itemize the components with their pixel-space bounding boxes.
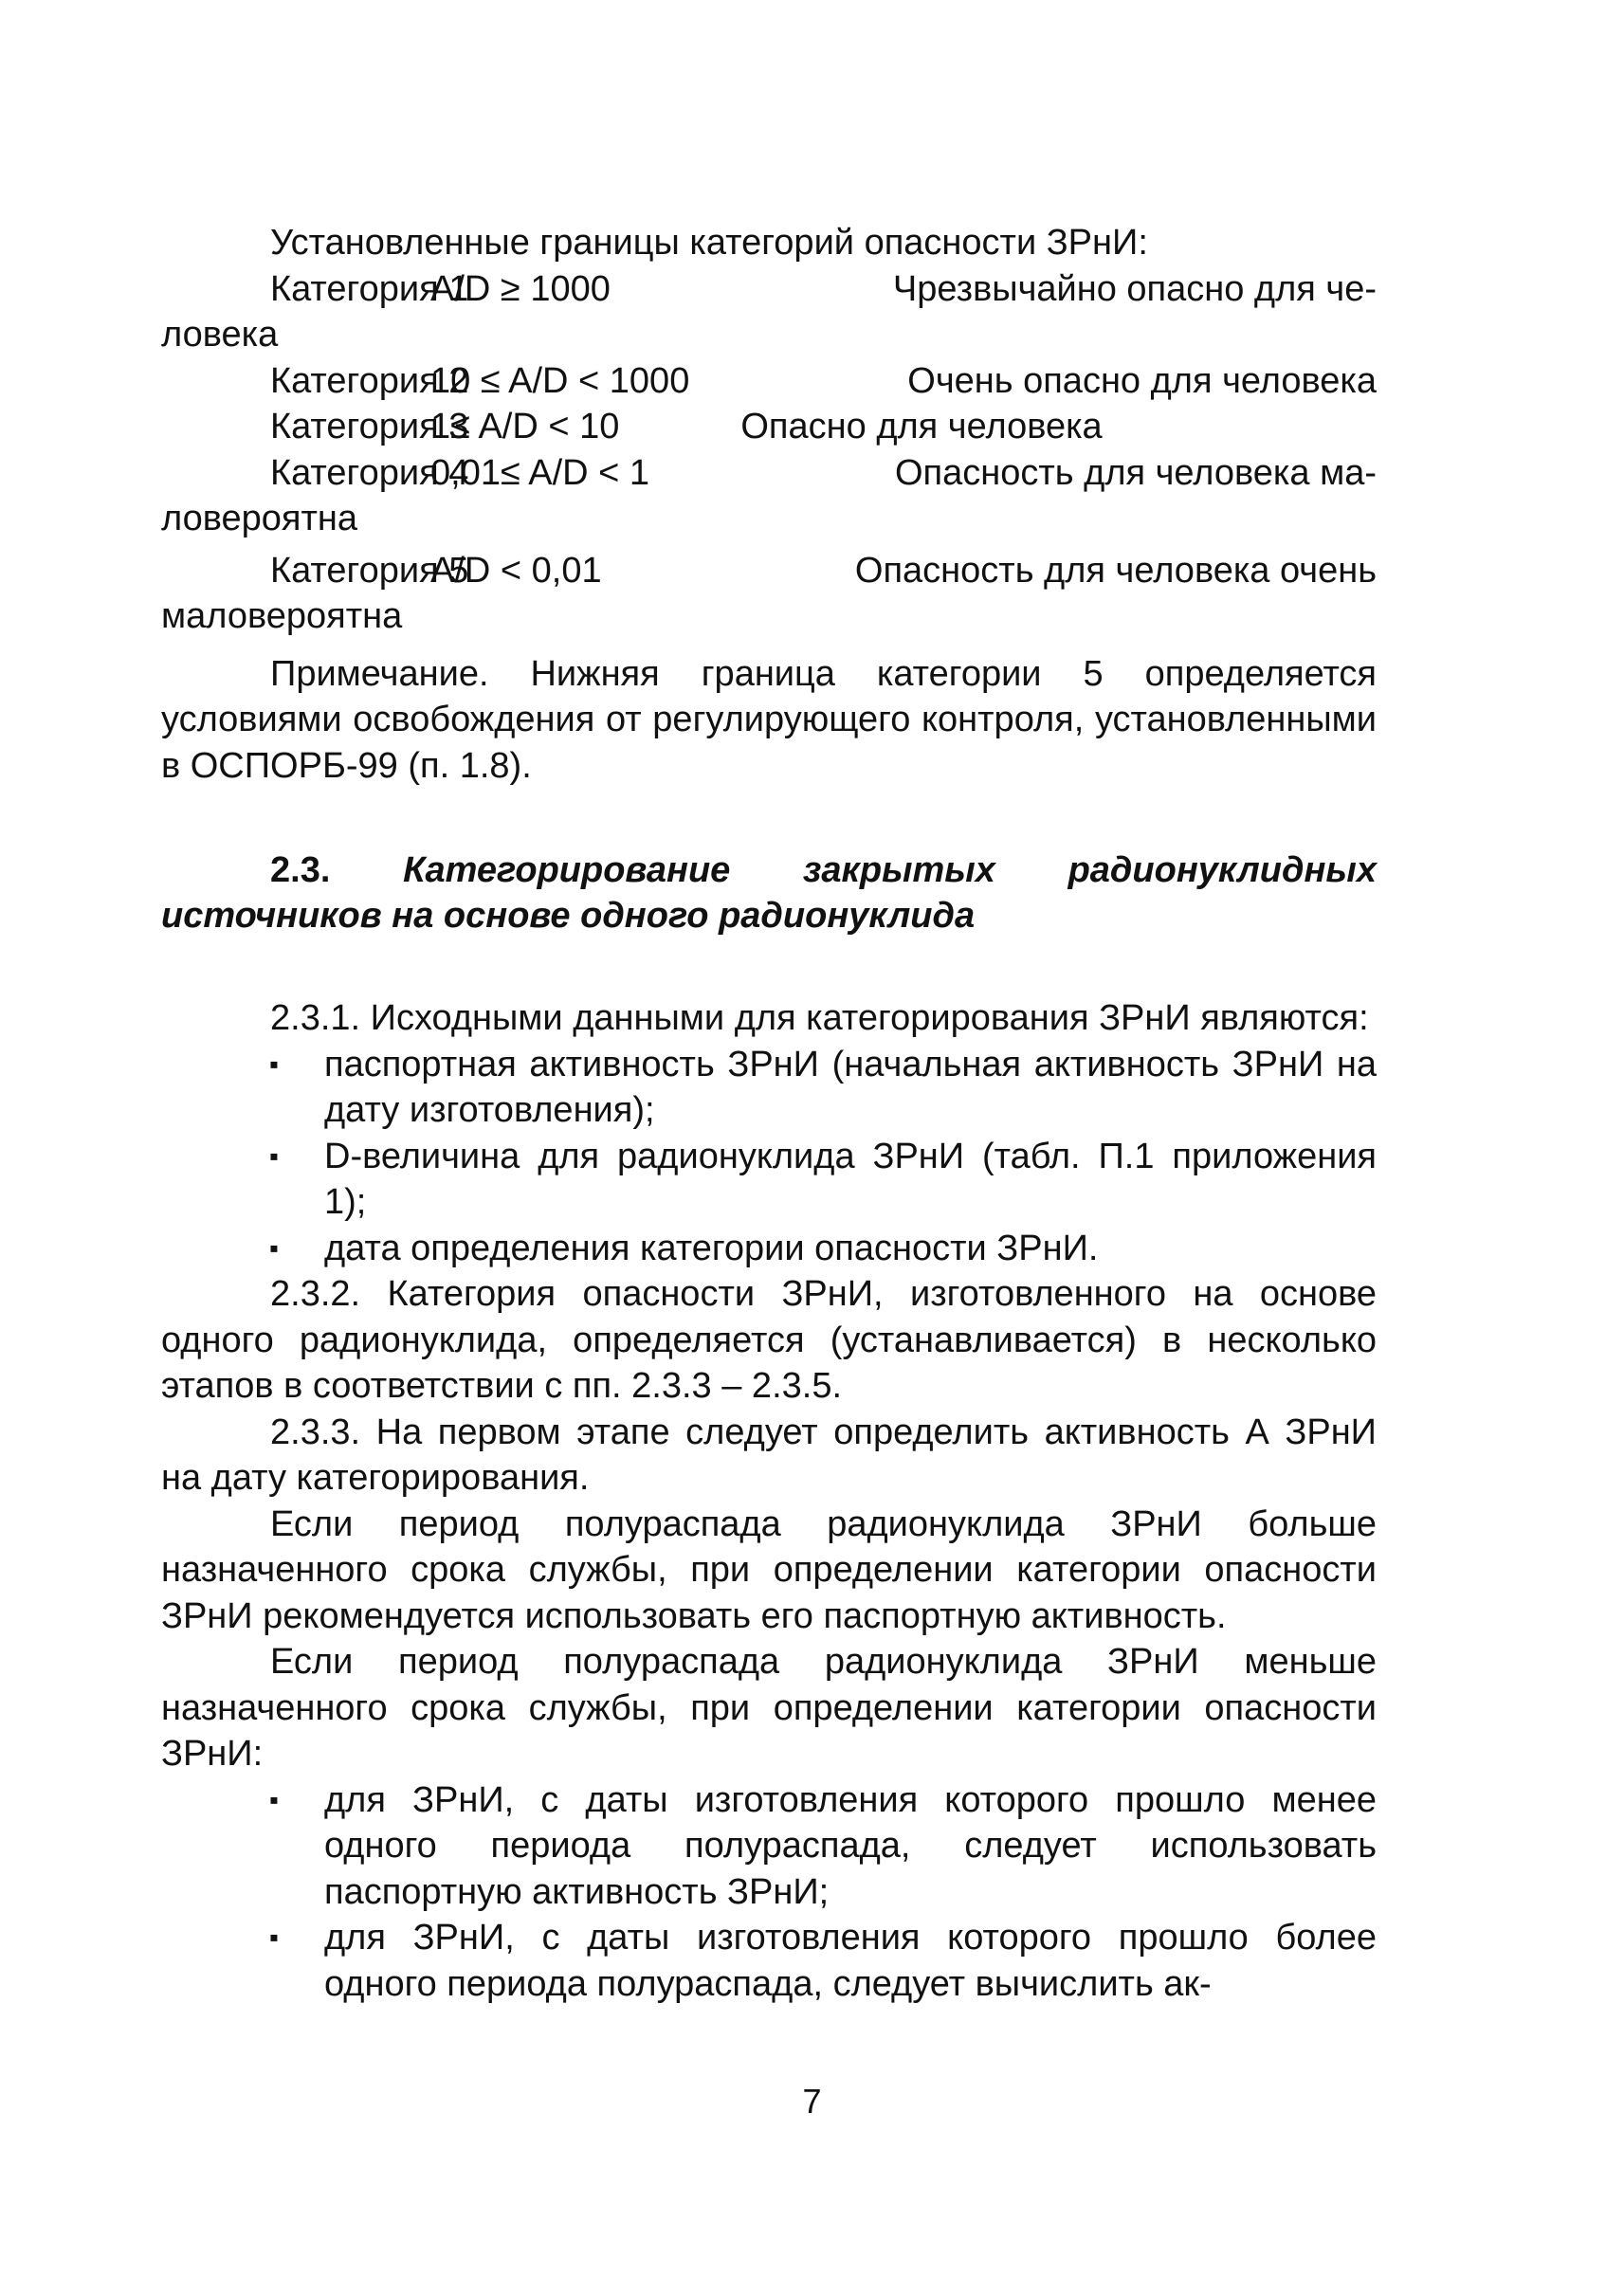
activity-rules-list <box>161 1777 1377 2008</box>
section-heading <box>161 847 1377 938</box>
category-label: Категория 5 <box>270 550 469 591</box>
bullet-icon: ▪ <box>269 1048 279 1079</box>
category-label: Категория 1 <box>270 268 469 309</box>
category-description-continued: маловероятна <box>161 596 403 636</box>
section-title: Категорирование закрытых радионуклидных источников на основе одного радионуклида <box>161 850 1378 936</box>
category-label: Категория 4 <box>270 452 469 493</box>
paragraph-half-life-longer: Если период полураспада радионуклида ЗРнИ больше назначенного срока службы, при определении категории опасности ЗРнИ рекомендуется использовать его паспортную активность. <box>161 1503 1377 1636</box>
list-item: ▪ дата определения категории опасности ЗРнИ. <box>324 1226 1377 1272</box>
category-description-continued: ловероятна <box>161 499 357 538</box>
category-row-1 <box>161 266 1377 313</box>
list-item: ▪ для ЗРнИ, с даты изготовления которого прошло более одного периода полураспада, следует вычислить ак- <box>324 1915 1377 2007</box>
page-number: 7 <box>802 2082 822 2121</box>
section-number: 2.3. <box>270 850 331 890</box>
paragraph-half-life-shorter: Если период полураспада радионуклида ЗРнИ меньше назначенного срока службы, при определении категории опасности ЗРнИ: <box>161 1642 1377 1774</box>
category-formula: 1≤ A/D < 10 <box>430 407 620 446</box>
category-description-continued: ловека <box>161 315 279 355</box>
category-formula: 10 ≤ A/D < 1000 <box>430 360 690 401</box>
category-label: Категория 2 <box>270 360 469 401</box>
paragraph-2-3-3: 2.3.3. На первом этапе следует определить активность А ЗРнИ на дату категорирования. <box>161 1412 1377 1498</box>
category-row-5 <box>161 548 1377 594</box>
list-item: ▪ паспортная активность ЗРнИ (начальная активность ЗРнИ на дату изготовления); <box>324 1042 1377 1134</box>
categories-intro: Установленные границы категорий опасности ЗРнИ: <box>270 223 1148 263</box>
category-description: Опасно для человека <box>740 407 1103 446</box>
bullet-icon: ▪ <box>269 1784 279 1814</box>
input-data-list <box>161 1042 1377 1272</box>
bullet-icon: ▪ <box>269 1232 279 1263</box>
category-description: Чрезвычайно опасно для че- <box>892 268 1377 309</box>
page-content <box>161 220 1377 2007</box>
category-list <box>161 266 1377 640</box>
category-formula: A/D ≥ 1000 <box>430 268 611 309</box>
bullet-icon: ▪ <box>269 1922 279 1952</box>
category-description: Опасность для человека ма- <box>895 452 1377 493</box>
list-item: ▪ для ЗРнИ, с даты изготовления которого прошло менее одного периода полураспада, следует использовать паспортную активность ЗРнИ; <box>324 1777 1377 1916</box>
paragraph-2-3-1: 2.3.1. Исходными данными для категорирования ЗРнИ являются: <box>270 998 1369 1038</box>
category-formula: A/D < 0,01 <box>430 550 602 591</box>
category-formula: 0,01≤ A/D < 1 <box>430 452 650 493</box>
category-label: Категория 3 <box>270 407 469 446</box>
category-description: Опасность для человека очень <box>854 550 1377 591</box>
category-row-3 <box>161 404 1377 450</box>
bullet-icon: ▪ <box>269 1140 279 1171</box>
category-row-2 <box>161 358 1377 405</box>
paragraph-2-3-2: 2.3.2. Категория опасности ЗРнИ, изготовленного на основе одного радионуклида, определяется (устанавливается) в несколько этапов в соответствии с пп. 2.3.3 – 2.3.5. <box>161 1274 1377 1406</box>
list-item: ▪ D-величина для радионуклида ЗРнИ (табл. П.1 приложения 1); <box>324 1134 1377 1226</box>
category-description: Очень опасно для человека <box>907 360 1377 401</box>
category-row-4 <box>161 450 1377 497</box>
note-paragraph: Примечание. Нижняя граница категории 5 определяется условиями освобождения от регулирующего контроля, установленными в ОСПОРБ-99 (п. 1.8). <box>161 653 1377 786</box>
